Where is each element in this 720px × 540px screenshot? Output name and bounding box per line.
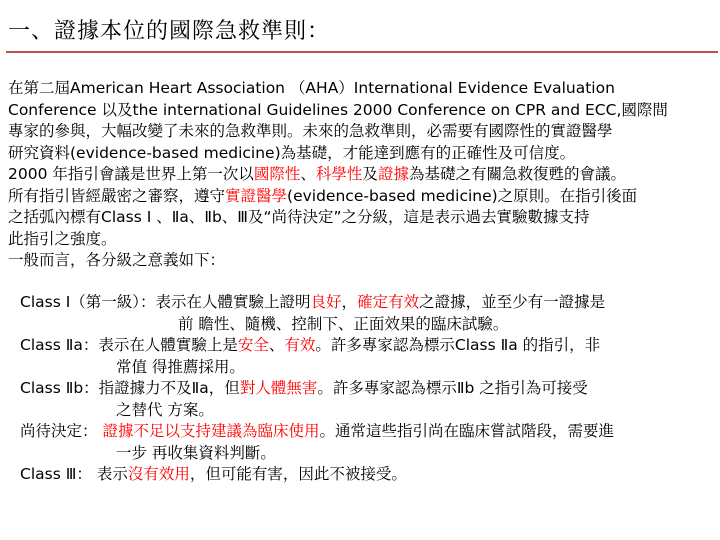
paragraph-line [8, 143, 718, 165]
emphasis-text: 確定有效 [357, 293, 420, 311]
text-run: 2000 年指引會議是世界上第一次以 [8, 165, 254, 183]
text-run: 前 瞻性、隨機、控制下、正面效果的臨床試驗。 [178, 314, 509, 333]
text-run: 在第二屆American Heart Association （AHA）International Evidence Evaluation [8, 79, 615, 97]
emphasis-text: 證據不足以支持建議為臨床使用 [102, 422, 320, 440]
paragraph-line [8, 164, 718, 186]
class-line-continuation [20, 443, 716, 465]
text-run: Class Ⅲ： 表示 [20, 465, 128, 483]
class-line [20, 292, 716, 314]
text-run: 、 [268, 336, 285, 354]
text-run: 尚待決定： [20, 422, 103, 440]
class-line-continuation [20, 400, 716, 422]
text-run: 、 [300, 165, 316, 183]
text-run: Class Ⅱb：指證據力不及Ⅱa，但 [20, 379, 240, 397]
text-run: Class Ⅰ（第一級）：表示在人體實驗上證明 [20, 293, 311, 311]
text-run: Conference 以及the international Guidelines 2000 Conference on CPR and ECC,國際間 [8, 100, 668, 119]
emphasis-text: 有效 [284, 336, 316, 354]
class-line-continuation [20, 357, 716, 379]
emphasis-text: 良好 [310, 293, 342, 311]
class-definitions [20, 292, 716, 486]
emphasis-text: 科學性 [315, 165, 363, 183]
text-run: Class Ⅱa：表示在人體實驗上是 [20, 336, 238, 354]
text-run: 之括弧內標有Class Ⅰ 、Ⅱa、Ⅱb、Ⅲ及“尚待決定”之分級，這是表示過去實驗數據支持 [8, 208, 590, 226]
title-divider [6, 51, 718, 53]
class-line-continuation [20, 314, 716, 336]
text-run: ，但可能有害，因此不被接受。 [189, 465, 407, 483]
intro-paragraph [8, 78, 718, 272]
text-run: 及 [362, 165, 378, 183]
paragraph-line [8, 186, 718, 208]
text-run: 研究資料(evidence-based medicine)為基礎，才能達到應有的正確性及可信度。 [8, 143, 576, 162]
text-run: 一般而言，各分級之意義如下： [8, 251, 226, 269]
class-line [20, 464, 716, 486]
emphasis-text: 國際性 [253, 165, 301, 183]
paragraph-line [8, 250, 718, 272]
text-run: ， [341, 293, 358, 311]
text-run: 。通常這些指引尚在臨床嘗試階段，需要進 [319, 422, 614, 440]
paragraph-line [8, 100, 718, 122]
paragraph-line [8, 207, 718, 229]
paragraph-line [8, 78, 718, 100]
text-run: 。許多專家認為標示Ⅱb 之指引為可接受 [317, 379, 588, 397]
text-run: 所有指引皆經嚴密之審察，遵守 [8, 186, 226, 205]
text-run: 常值 得推薦採用。 [116, 357, 245, 376]
slide-title: 一、證據本位的國際急救準則： [8, 19, 331, 44]
text-run: 之替代 方案。 [116, 400, 214, 419]
text-run: 一步 再收集資料判斷。 [116, 443, 276, 462]
paragraph-line [8, 229, 718, 251]
class-line [20, 378, 716, 400]
text-run: 之證據，並至少有一證據是 [419, 293, 606, 311]
text-run: 。許多專家認為標示Class Ⅱa 的指引，非 [315, 336, 601, 354]
text-run: 專家的參與，大幅改變了未來的急救準則。未來的急救準則，必需要有國際性的實證醫學 [8, 122, 613, 140]
paragraph-line [8, 121, 718, 143]
text-run: (evidence-based medicine)之原則。在指引後面 [287, 186, 638, 205]
emphasis-text: 對人體無害 [239, 379, 318, 397]
text-run: 此指引之強度。 [8, 229, 117, 248]
class-line [20, 421, 716, 443]
emphasis-text: 實證醫學 [225, 186, 288, 205]
class-line [20, 335, 716, 357]
emphasis-text: 安全 [237, 336, 269, 354]
emphasis-text: 沒有效用 [127, 465, 190, 483]
text-run: 為基礎之有關急救復甦的會議。 [408, 165, 626, 183]
emphasis-text: 證據 [377, 165, 409, 183]
